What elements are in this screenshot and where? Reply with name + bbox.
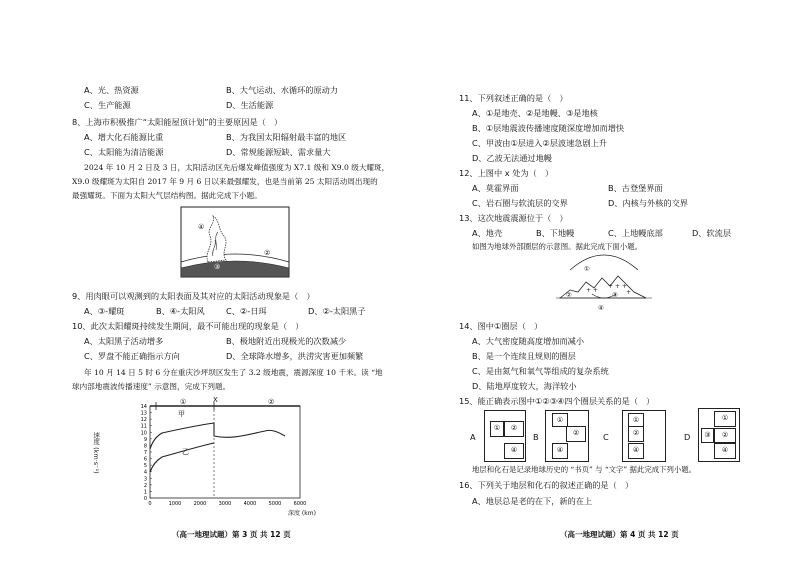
q9-opt-b[interactable]: B、④-太阳风 [156, 306, 205, 316]
q13-opt-b[interactable]: B、下地幔 [536, 228, 575, 238]
q8-opt-d[interactable]: D、常规能源短缺、需求量大 [226, 147, 331, 157]
graph-ytick: 6 [143, 456, 147, 463]
q13-opt-d[interactable]: D、软流层 [692, 228, 732, 238]
q15-letter-b: B [533, 432, 539, 442]
graph-ytick: 14 [140, 404, 147, 410]
q9-stem: 9、用肉眼可以观测到的太阳表面及其对应的太阳活动现象是（ ） [72, 291, 315, 301]
q14-opt-d[interactable]: D、陆地厚度较大，海洋较小 [472, 381, 577, 391]
q15-letter-d: D [684, 432, 691, 442]
q10-stem: 10、此次太阳耀斑持续发生期间，最不可能出现的现象是（ ） [72, 321, 304, 331]
fig1-label-2: ② [264, 249, 271, 257]
q9-opt-d[interactable]: D、②-太阳黑子 [308, 306, 366, 316]
q7-opt-b[interactable]: B、大气运动、水循环的原动力 [226, 85, 339, 95]
graph-ytick: 8 [143, 443, 147, 450]
outer-spheres-figure [556, 248, 652, 316]
q10-opt-a[interactable]: A、太阳黑子活动增多 [84, 336, 164, 346]
q12-opt-d[interactable]: D、内核与外核的交界 [608, 198, 688, 208]
q15-c-cell-2: ② [628, 426, 644, 442]
graph-ytick: 5 [143, 463, 147, 470]
q15-stem: 15、能正确表示图中①②③④四个圈层关系的是（ ） [459, 396, 655, 406]
q12-opt-b[interactable]: B、古登堡界面 [608, 183, 663, 193]
q15-d-cell-2: ② [714, 428, 736, 443]
graph-ytick: 9 [143, 436, 147, 443]
fig1-label-4: ④ [198, 223, 205, 231]
passage3: 如图为地球外部圈层的示意图。据此完成下面小题。 [472, 242, 642, 251]
graph-ytick: 2 [143, 482, 147, 489]
q13-opt-a[interactable]: A、地壳 [472, 228, 503, 238]
q16-stem: 16、下列关于地层和化石的叙述正确的是（ ） [459, 480, 634, 490]
graph-ytick: 11 [140, 423, 147, 430]
graph-wave-b: 乙 [182, 448, 189, 456]
fig2-label-3: ③ [612, 291, 618, 299]
graph-xtick: 5000 [268, 501, 282, 507]
graph-xtick: 1000 [168, 501, 182, 507]
graph-xtick: 6000 [293, 501, 307, 507]
q8-stem: 8、上海市积极推广“太阳能屋顶计划”的主要原因是（ ） [72, 117, 283, 127]
graph-wave-a: 甲 [178, 410, 185, 418]
q11-opt-b[interactable]: B、①层地震波传播速度随深度增加而增快 [472, 123, 625, 133]
q7-opt-d[interactable]: D、生活能源 [226, 100, 274, 110]
q15-letter-a: A [470, 432, 476, 442]
graph-ytick: 4 [143, 469, 147, 476]
q8-opt-b[interactable]: B、为我国太阳辐射最丰富的地区 [226, 132, 347, 142]
q15-b-cell-4: ④ [552, 443, 568, 459]
q15-a-cell-2: ② [504, 421, 524, 437]
q15-d-cell-1: ① [714, 411, 736, 427]
graph-xlabel: 深度 (km) [288, 510, 316, 517]
q9-opt-c[interactable]: C、②-日珥 [226, 306, 267, 316]
fig2-label-1: ① [584, 265, 590, 273]
q15-c-cell-4: ④ [628, 443, 644, 459]
q14-opt-a[interactable]: A、大气密度随高度增加而减小 [472, 336, 585, 346]
svg-text:+ +: + + [586, 287, 598, 294]
graph-ytick: 7 [143, 450, 147, 456]
q11-opt-c[interactable]: C、甲波由①层进入②层波速急剧上升 [472, 138, 608, 148]
graph-top-label-x: X [213, 396, 218, 404]
q7-opt-c[interactable]: C、生产能源 [84, 100, 131, 110]
q14-opt-c[interactable]: C、是由氮气和氧气等组成的复杂系统 [472, 366, 609, 376]
passage1-line3: 最强耀斑。下面为太阳大气层结构图。据此完成下小题。 [72, 191, 262, 200]
graph-xtick: 3000 [218, 501, 232, 507]
passage2-line1: 年 10 月 14 日 5 时 6 分在重庆沙坪坝区发生了 3.2 级地震，震源深度 10 千米。读 “地 [84, 368, 383, 377]
q8-opt-c[interactable]: C、太阳能为清洁能源 [84, 147, 164, 157]
q10-opt-d[interactable]: D、全球降水增多，洪涝灾害更加频繁 [226, 351, 364, 361]
graph-ytick: 0 [143, 496, 147, 502]
q11-opt-a[interactable]: A、①是地壳、②是地幔、③是地核 [472, 108, 598, 118]
graph-ytick: 1 [143, 489, 147, 496]
graph-xtick: 4000 [243, 501, 257, 507]
q10-opt-c[interactable]: C、罗盘不能正确指示方向 [84, 351, 180, 361]
passage4: 地层和化石是记录地球历史的 “书页” 与 “文字” 据此完成下列小题。 [472, 465, 697, 474]
svg-text:+ + +: + + + [608, 283, 627, 290]
q12-opt-c[interactable]: C、岩石圈与软流层的交界 [472, 198, 568, 208]
left-footer: （高一地理试题）第 3 页 共 12 页 [172, 530, 291, 539]
q12-opt-a[interactable]: A、莫霍界面 [472, 183, 519, 193]
q12-stem: 12、上图中 x 处为（ ） [459, 168, 554, 178]
q15-d-cell-3: ③ [701, 428, 714, 443]
fig2-label-2: ② [566, 291, 572, 299]
q8-opt-a[interactable]: A、增大化石能源比重 [84, 132, 164, 142]
q7-opt-a[interactable]: A、光、热资源 [84, 85, 139, 95]
q15-d-cell-4: ④ [714, 443, 736, 459]
graph-ytick: 3 [143, 476, 147, 483]
passage1-line1: 2024 年 10 月 2 日及 3 日，太阳活动区先后爆发峰值强度为 X7.1 级和 X9.0 级大耀斑， [84, 163, 390, 172]
q15-a-cell-1: ① [490, 421, 504, 437]
passage2-line2: 球内部地震波传播速度” 示意图，完成下列题。 [72, 382, 231, 391]
seismic-wave-graph [110, 396, 320, 512]
q10-opt-b[interactable]: B、极地附近出现极光的次数减少 [226, 336, 347, 346]
graph-ylabel: 速度 (km·s⁻¹) [92, 432, 101, 474]
q9-opt-a[interactable]: A、③-耀斑 [84, 306, 125, 316]
sun-atmosphere-figure [180, 206, 290, 278]
q14-opt-b[interactable]: B、是一个连续且规则的圈层 [472, 351, 576, 361]
passage1-line2: X9.0 级耀斑为太阳自 2017 年 9 月 6 日以来最强耀发，也是当前第 25 太阳活动周出现的 [72, 177, 378, 186]
graph-xtick: 0 [148, 501, 152, 507]
graph-ytick: 12 [140, 417, 147, 424]
graph-top-label-1: ① [180, 398, 187, 406]
q15-b-cell-1: ① [552, 413, 568, 427]
fig2-label-4: ④ [598, 304, 604, 312]
q14-stem: 14、图中①圈层（ ） [459, 321, 543, 331]
q11-stem: 11、下列叙述正确的是（ ） [459, 93, 568, 103]
graph-top-label-2: ② [268, 398, 275, 406]
q15-letter-c: C [603, 432, 609, 442]
q15-b-cell-2: ② [566, 426, 586, 442]
right-footer: （高一地理试题）第 4 页 共 12 页 [560, 530, 679, 539]
graph-ytick: 10 [140, 430, 147, 437]
q15-a-cell-4: ④ [504, 443, 524, 459]
graph-ytick: 13 [140, 410, 147, 417]
q13-opt-c[interactable]: C、上地幔底部 [608, 228, 663, 238]
q16-opt-a[interactable]: A、地层总是老的在下，新的在上 [472, 496, 593, 506]
q13-stem: 13、这次地震震源位于（ ） [459, 213, 568, 223]
svg-text:+: + [626, 289, 632, 296]
fig1-label-3: ③ [214, 263, 221, 271]
q11-opt-d[interactable]: D、乙波无法通过地幔 [472, 153, 552, 163]
q15-c-cell-1: ① [628, 413, 644, 427]
graph-xtick: 2000 [193, 501, 207, 507]
